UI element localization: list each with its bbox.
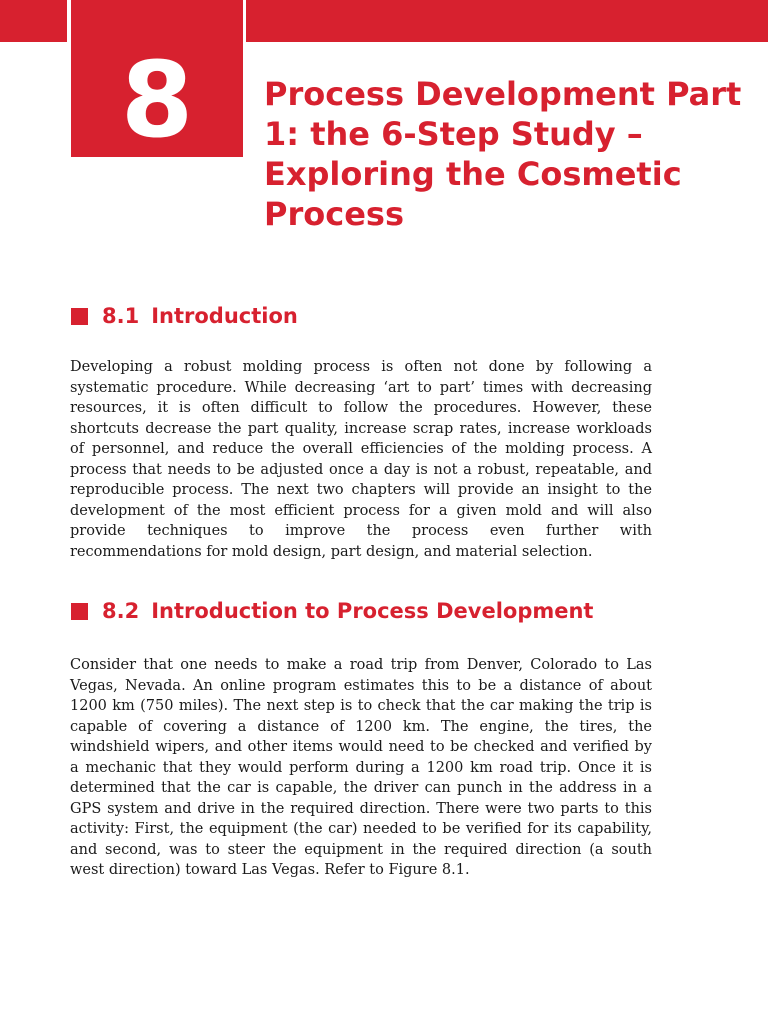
section-paragraph: Developing a robust molding process is often not done by following a systematic procedure. While decreasing ‘art to part’ times with decreasing resources, it is often difficult to follow the procedures. However, these shortcuts decrease the part quality, increase scrap rates, increase workloads of personnel, and reduce the overall efficiencies of the molding process. A process that needs to be adjusted once a day is not a robust, repeatable, and reproducible process. The next two chapters will provide an insight to the development of the most efficient process for a given mold and will also provide techniques to improve the process even further with recommendations for mold design, part design, and material selection. xyxy=(70,359,652,560)
chapter-title: Process Development Part 1: the 6-Step Study – Exploring the Cosmetic Process xyxy=(264,75,742,233)
section-number: 8.2 xyxy=(102,599,140,623)
section-bullet-square-icon xyxy=(71,603,88,620)
header-bar-left xyxy=(0,0,67,42)
section-number: 8.1 xyxy=(102,304,140,328)
section-title: Introduction to Process Development xyxy=(151,599,594,623)
section-paragraph: Consider that one needs to make a road trip from Denver, Colorado to Las Vegas, Nevada. An online program estimates this to be a distance of about 1200 km (750 miles). The next step is to check that the car making the trip is capable of covering a distance of 1200 km. The engine, the tires, the windshield wipers, and other items would need to be checked and verified by a mechanic that they would perform during a 1200 km road trip. Once it is determined that the car is capable, the driver can punch in the address in a GPS system and drive in the required direction. There were two parts to this activity: First, the equipment (the car) needed to be verified for its capability, and second, was to steer the equipment in the required direction (a south west direction) toward Las Vegas. Refer to Figure 8.1. xyxy=(70,657,652,878)
section-heading-introduction xyxy=(71,302,298,330)
section-title: Introduction xyxy=(151,304,298,328)
chapter-number: 8 xyxy=(120,39,194,161)
header-bar-right xyxy=(246,0,768,42)
section-heading-process-development xyxy=(71,597,593,625)
section-bullet-square-icon xyxy=(71,308,88,325)
